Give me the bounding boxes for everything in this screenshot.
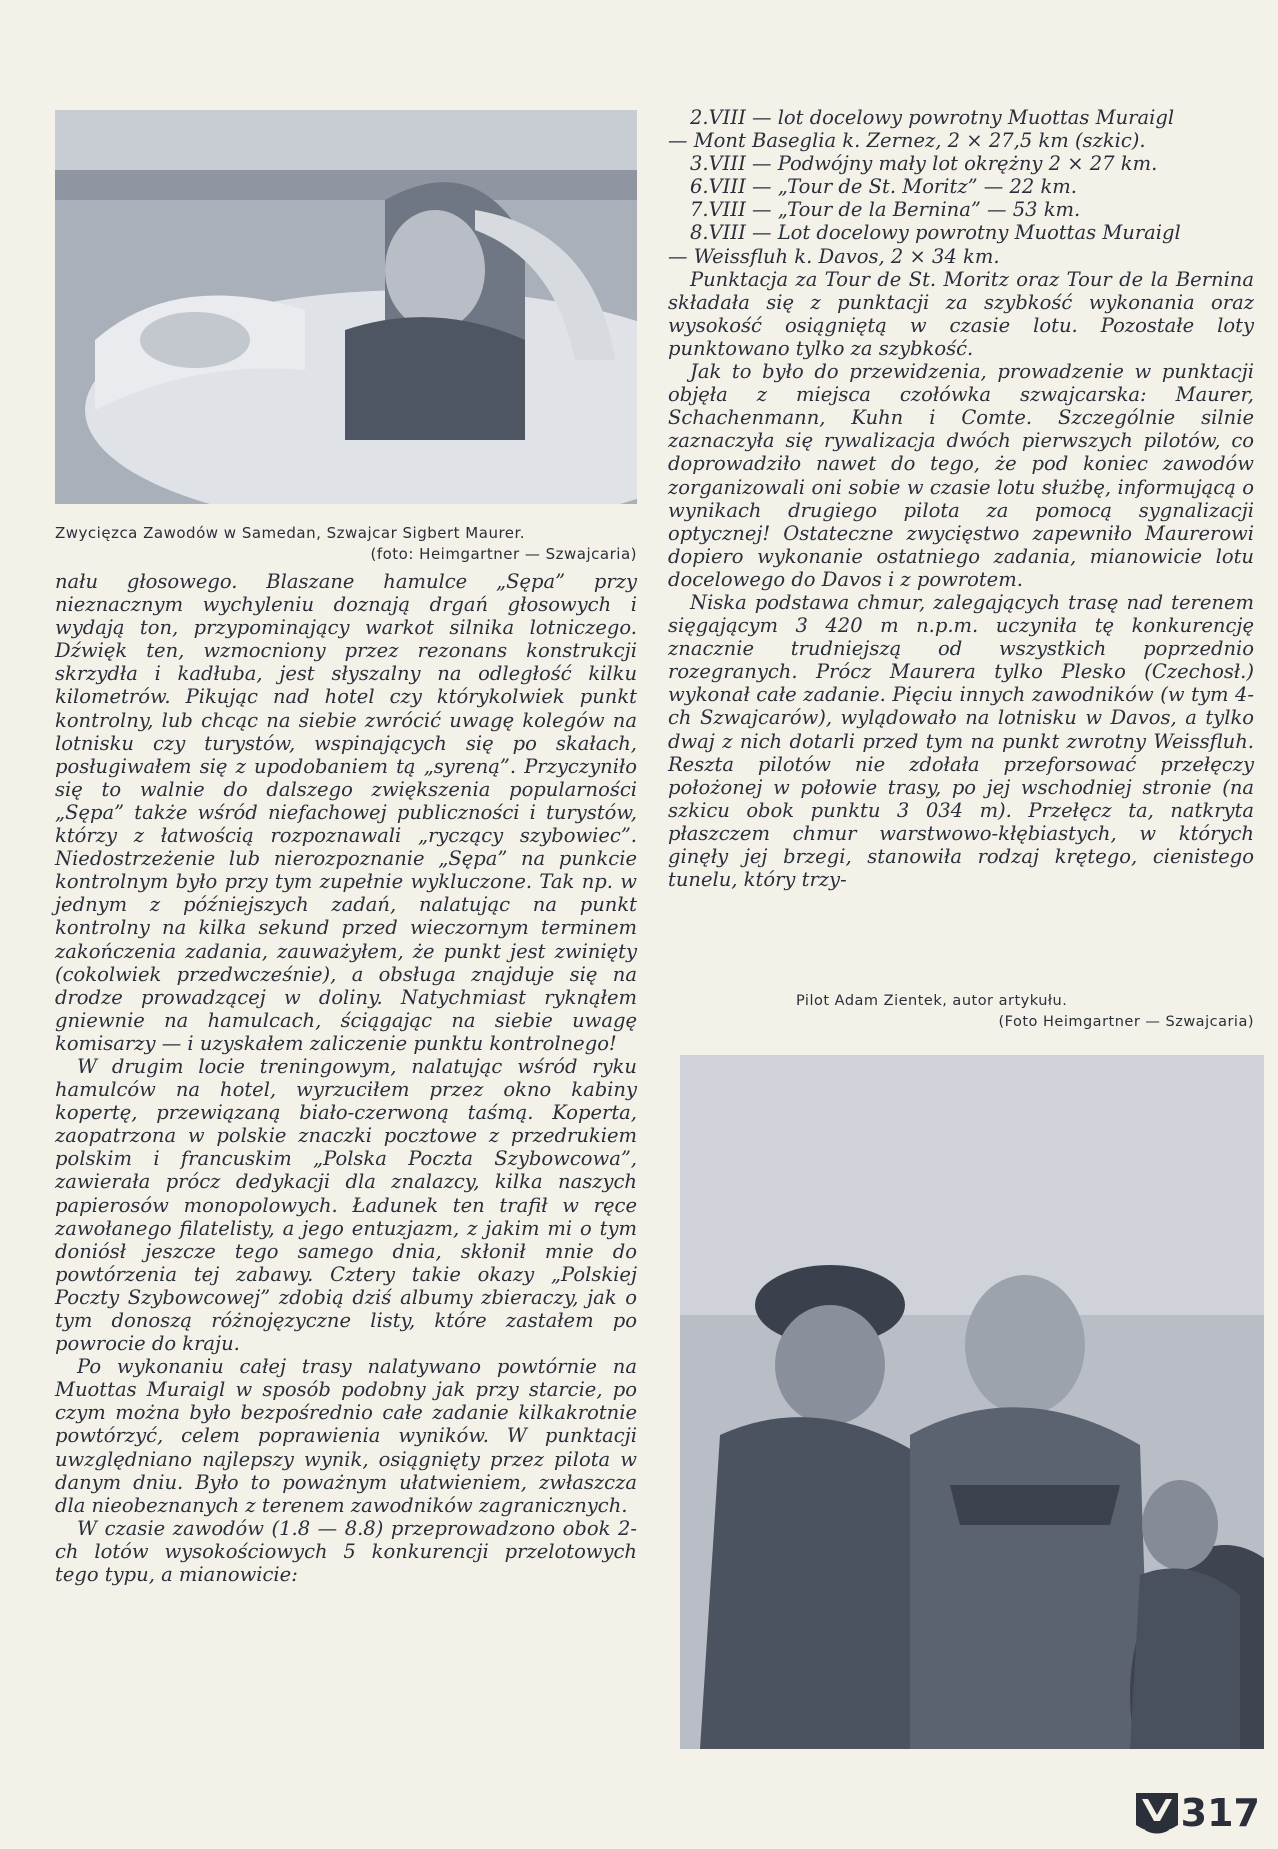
photo-zientek (680, 1055, 1264, 1749)
photo-maurer-caption-credit: (foto: Heimgartner — Szwajcaria) (370, 545, 637, 563)
right-paragraph-2: Jak to było do przewidzenia, prowadzenie w punktacji objęła z miejsca czołówka szwajcarska: Maurer, Schachenmann, Kuhn i Comte. Szczególnie silnie zaznaczyła się rywalizacja dwóch pierwszych pilotów, co doprowadziło nawet do tego, że pod koniec zawodów zorganizowali oni sobie w czasie lotu służbę, informującą o wynikach drugiego pilota za pomocą sygnalizacji optycznej! Ostateczne zwycięstwo zapewniło Maurerowi dopiero wykonanie ostatniego zadania, mianowicie lotu docelowego do Davos i z powrotem. (668, 360, 1254, 591)
schedule-item: 8.VIII — Lot docelowy powrotny Muottas Muraigl (690, 221, 1181, 245)
photo-maurer-caption-line1: Zwycięzca Zawodów w Samedan, Szwajcar Sigbert Maurer. (55, 524, 526, 542)
photo-zientek-caption (668, 991, 1254, 1033)
schedule-item: — Weissfluh k. Davos, 2 × 34 km. (668, 244, 1000, 268)
left-paragraph-4: W czasie zawodów (1.8 — 8.8) przeprowadzono obok 2-ch lotów wysokościowych 5 konkurencji przelotowych tego typu, a mianowicie: (55, 1516, 637, 1587)
schedule-item: 3.VIII — Podwójny mały lot okrężny 2 × 27 km. (690, 152, 1158, 176)
schedule-list (668, 106, 1254, 268)
page-number: 317 (1180, 1791, 1260, 1835)
magazine-logo (1132, 1787, 1182, 1839)
photo-maurer-image (55, 110, 637, 504)
schedule-item: — Mont Baseglia k. Zernez, 2 × 27,5 km (szkic). (668, 129, 1146, 153)
left-paragraph-3: Po wykonaniu całej trasy nalatywano powtórnie na Muottas Muraigl w sposób podobny jak przy starcie, po czym można było bezpośrednio całe zadanie kilkakrotnie powtórzyć, celem poprawienia wyników. W punktacji uwzględniano najlepszy wynik, osiągnięty przez pilota w danym dniu. Było to poważnym ułatwieniem, zwłaszcza dla nieobeznanych z terenem zawodników zagranicznych. (55, 1355, 637, 1517)
left-paragraph-1: nału głosowego. Blaszane hamulce „Sępa” przy nieznacznym wychyleniu doznają drgań głosowych i wydają ton, przypominający warkot silnika lotniczego. Dźwięk ten, wzmocniony przez rezonans konstrukcji skrzydła i kadłuba, jest słyszalny na odległość kilku kilometrów. Pikując nad hotel czy którykolwiek punkt kontrolny, lub chcąc na siebie zwrócić uwagę kolegów na lotnisku czy turystów, wspinających się po skałach, posługiwałem się z upodobaniem tą „syreną”. Przyczyniło się to walnie do dalszego zwiększenia popularności „Sępa” także wśród niefachowej publiczności i turystów, którzy z łatwością rozpoznawali „ryczący szybowiec”. Niedostrzeżenie lub nierozpoznanie „Sępa” na punkcie kontrolnym było przy tym zupełnie wykluczone. Tak np. w jednym z późniejszych zadań, nalatując na punkt kontrolny na kilka sekund przed wieczornym terminem zakończenia zadania, zauważyłem, że punkt jest zwinięty (cokolwiek przedwcześnie), a obsługa znajduje się na drodze prowadzącej w doliny. Natychmiast ryknąłem gniewnie na hamulcach, ściągając na siebie uwagę komisarzy — i uzyskałem zaliczenie punktu kontrolnego! (55, 570, 637, 1055)
photo-maurer (55, 110, 637, 504)
left-paragraph-2: W drugim locie treningowym, nalatując wśród ryku hamulców na hotel, wyrzuciłem przez okno kabiny kopertę, przewiązaną biało-czerwoną taśmą. Koperta, zaopatrzona w polskie znaczki pocztowe z przedrukiem polskim i francuskim „Polska Poczta Szybowcowa”, zawierała prócz dedykacji dla znalazcy, kilka naszych papierosów monopolowych. Ładunek ten trafił w ręce zawołanego filatelisty, a jego entuzjazm, z jakim mi o tym doniósł jeszcze tego samego dnia, skłonił mnie do powtórzenia tej zabawy. Cztery takie okazy „Polskiej Poczty Szybowcowej” zdobią dziś albumy zbieraczy, jak o tym donoszą różnojęzyczne listy, które zastałem po powrocie do kraju. (55, 1054, 637, 1356)
right-paragraph-1: Punktacja za Tour de St. Moritz oraz Tour de la Bernina składała się z punktacji za szybkość wykonania oraz wysokość osiągniętą w czasie lotu. Pozostałe loty punktowano tylko za szybkość. (668, 267, 1254, 360)
photo-maurer-caption (55, 523, 637, 565)
photo-zientek-caption-credit: (Foto Heimgartner — Szwajcaria) (998, 1014, 1254, 1030)
right-paragraph-3: Niska podstawa chmur, zalegających trasę nad terenem sięgającym 3 420 m n.p.m. uczyniła tę konkurencję znacznie trudniejszą od wszystkich poprzednio rozegranych. Prócz Maurera tylko Plesko (Czechosł.) wykonał całe zadanie. Pięciu innych zawodników (w tym 4-ch Szwajcarów), wylądowało na lotnisku w Davos, a tylko dwaj z nich dotarli przed tym na punkt zwrotny Weissfluh. Reszta pilotów nie zdołała przeforsować przełęczy położonej w połowie trasy, po jej wschodniej stronie (na szkicu obok punktu 3 034 m). Przełęcz ta, natkryta płaszczem chmur warstwowo-kłębiastych, w których ginęły jej brzegi, stanowiła rodzaj krętego, cienistego tunelu, który trzy- (668, 590, 1254, 892)
photo-zientek-caption-line1: Pilot Adam Zientek, autor artykułu. (796, 993, 1068, 1009)
schedule-item: 7.VIII — „Tour de la Bernina” — 53 km. (690, 198, 1081, 222)
right-column (668, 106, 1254, 891)
left-column (55, 570, 637, 1586)
photo-zientek-image (680, 1055, 1264, 1749)
schedule-item: 6.VIII — „Tour de St. Moritz” — 22 km. (690, 175, 1077, 199)
schedule-item: 2.VIII — lot docelowy powrotny Muottas Muraigl (690, 106, 1175, 129)
